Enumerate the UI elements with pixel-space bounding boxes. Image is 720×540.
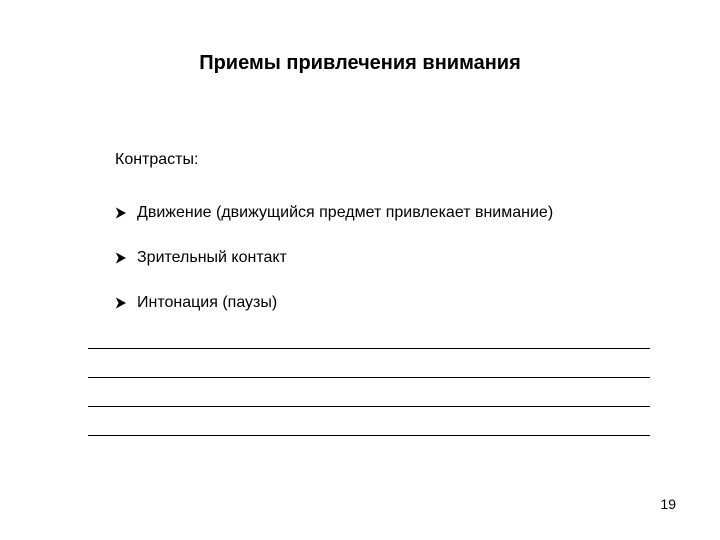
bullet-item-eye-contact: [113, 235, 553, 280]
writing-line: [88, 377, 650, 378]
writing-line: [88, 406, 650, 407]
page-number: 19: [660, 496, 676, 512]
blank-writing-lines: [88, 348, 650, 464]
arrowhead-bullet-icon: [113, 206, 127, 220]
bullet-list: [113, 190, 553, 325]
bullet-text: Движение (движущийся предмет привлекает внимание): [137, 203, 554, 221]
arrowhead-bullet-icon: [113, 251, 127, 265]
arrowhead-bullet-icon: [113, 296, 127, 310]
writing-line: [88, 348, 650, 349]
bullet-text: Зрительный контакт: [137, 248, 287, 266]
slide-title: Приемы привлечения внимания: [199, 52, 521, 74]
bullet-item-intonation: [113, 280, 553, 325]
bullet-item-movement: [113, 190, 553, 235]
writing-line: [88, 435, 650, 436]
intro-text: Контрасты:: [115, 151, 199, 168]
bullet-text: Интонация (паузы): [137, 293, 278, 311]
